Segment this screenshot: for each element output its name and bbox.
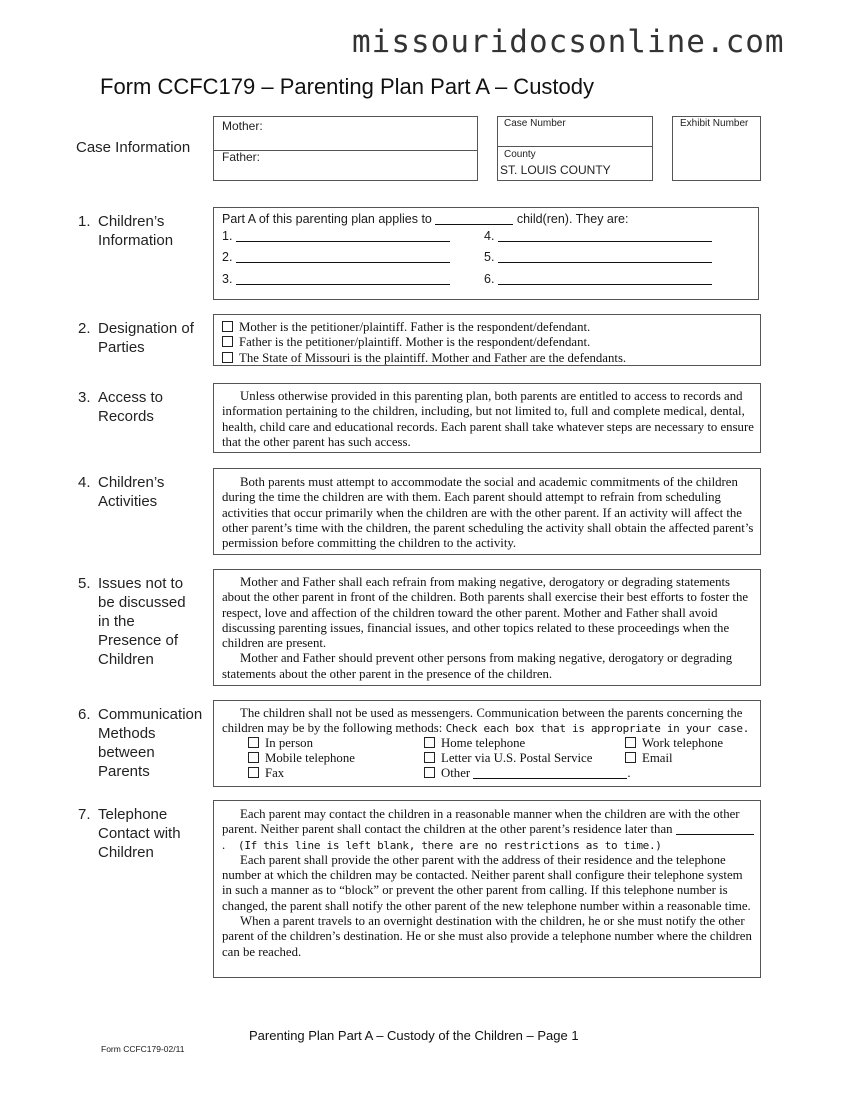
child-4-field[interactable] (498, 229, 712, 242)
section-7-title-line-3: Children (98, 844, 154, 861)
access-records-box (213, 383, 761, 453)
comm-mobile-telephone-label: Mobile telephone (265, 751, 355, 765)
comm-fax[interactable] (248, 766, 284, 781)
section-7-number: 7. (78, 806, 91, 823)
case-county-box (497, 116, 653, 181)
child-4-number: 4. (484, 229, 495, 243)
comm-letter-postal-checkbox[interactable] (424, 752, 435, 763)
communication-intro (222, 706, 754, 737)
access-records-text: Unless otherwise provided in this parenting plan, both parents are entitled to access to records and information pertaining to the children, including, but not limited to, full and complete medical, dental, health, child care and educational records. Each parent shall take whatever steps are necessary to ensure that the other parent has such access. (222, 389, 754, 449)
children-count-field[interactable] (435, 212, 513, 225)
comm-in-person[interactable] (248, 736, 313, 751)
child-5-row (484, 250, 712, 264)
designation-checkbox-1[interactable] (222, 321, 233, 332)
child-1-row (222, 229, 450, 243)
section-1-title-line-2: Information (98, 232, 174, 249)
comm-letter-postal[interactable] (424, 751, 592, 766)
comm-fax-label: Fax (265, 766, 285, 780)
section-2-title-line-2: Parties (98, 339, 145, 356)
section-6-title-line-2: Methods (98, 725, 156, 742)
comm-mobile-telephone-checkbox[interactable] (248, 752, 259, 763)
form-code: Form CCFC179-02/11 (101, 1044, 185, 1054)
child-3-number: 3. (222, 272, 233, 286)
section-6-title-line-3: between (98, 744, 155, 761)
section-3-title-line-2: Records (98, 408, 154, 425)
section-5-title-line-5: Children (98, 651, 154, 668)
telephone-paragraph-2: Each parent shall provide the other parent with the address of their residence and the telephone number at which the children may be contacted. Neither parent shall configure their telephone system in such a manner as to “block” or prevent the other parent from calling. If this telephone number is changed, the parent shall notify the other parent of the new telephone number within a reasonable time. (222, 852, 751, 913)
telephone-paragraph-1 (222, 807, 754, 853)
comm-email-label: Email (642, 751, 673, 765)
comm-other-field[interactable] (473, 766, 627, 779)
comm-letter-postal-label: Letter via U.S. Postal Service (441, 751, 593, 765)
telephone-paragraph-1-text: Each parent may contact the children in a reasonable manner when the children are with the other parent. Neither parent shall contact the children at the other parent’s residence later than (222, 807, 740, 837)
designation-box (213, 314, 761, 366)
communication-box (213, 700, 761, 787)
comm-home-telephone-checkbox[interactable] (424, 737, 435, 748)
section-7-title-line-2: Contact with (98, 825, 181, 842)
comm-work-telephone-checkbox[interactable] (625, 737, 636, 748)
communication-intro-text: The children shall not be used as messengers. Communication between the parents concerning the children may be by the following methods: (222, 706, 743, 736)
designation-option-3-label: The State of Missouri is the plaintiff. Mother and Father are the defendants. (239, 350, 627, 365)
section-3-title-line-1: Access to (98, 389, 164, 406)
child-5-number: 5. (484, 250, 495, 264)
child-6-number: 6. (484, 272, 495, 286)
section-4-title-line-2: Activities (98, 493, 158, 510)
children-info-box (213, 207, 759, 300)
child-3-row (222, 272, 450, 286)
parents-box (213, 116, 478, 181)
activities-text: Both parents must attempt to accommodate the social and academic commitments of the children during the time the children are with them. Each parent should attempt to refrain from scheduling activities that occur primarily when the children are with the other parent. If an activity will affect the other parent’s time with the children, the parent scheduling the activity shall obtain the affected parent’s permission before committing the children to the activity. (222, 475, 754, 551)
section-2-number: 2. (78, 320, 91, 337)
telephone-blank-note: (If this line is left blank, there are no restrictions as to time.) (238, 838, 662, 852)
child-3-field[interactable] (236, 272, 450, 285)
telephone-paragraph-1-end: . (222, 837, 226, 852)
communication-instruction: Check each box that is appropriate in your case. (445, 722, 750, 736)
page-footer-label: Parenting Plan Part A – Custody of the Children – Page 1 (249, 1028, 579, 1043)
section-2-title-line-1: Designation of (98, 320, 194, 337)
comm-home-telephone-label: Home telephone (441, 736, 526, 750)
comm-other-period: . (627, 766, 631, 780)
section-4-number: 4. (78, 474, 91, 491)
comm-in-person-label: In person (265, 736, 313, 750)
section-4-title-line-1: Children’s (98, 474, 165, 491)
mother-label: Mother: (222, 119, 263, 133)
section-3-number: 3. (78, 389, 91, 406)
father-label: Father: (222, 150, 261, 164)
issues-box (213, 569, 761, 686)
section-5-title-line-1: Issues not to (98, 575, 184, 592)
comm-work-telephone[interactable] (625, 736, 723, 751)
comm-email[interactable] (625, 751, 673, 766)
section-6-title-line-4: Parents (98, 763, 150, 780)
comm-fax-checkbox[interactable] (248, 767, 259, 778)
child-2-number: 2. (222, 250, 233, 264)
child-1-field[interactable] (236, 229, 450, 242)
section-5-title-line-2: be discussed (98, 594, 186, 611)
children-intro-a: Part A of this parenting plan applies to (222, 212, 432, 226)
children-intro-b: child(ren). They are: (516, 212, 629, 226)
county-label: County (504, 149, 536, 160)
designation-option-1-label: Mother is the petitioner/plaintiff. Father is the respondent/defendant. (239, 320, 591, 334)
comm-email-checkbox[interactable] (625, 752, 636, 763)
section-6-title-line-1: Communication (98, 706, 203, 723)
child-1-number: 1. (222, 229, 233, 243)
comm-mobile-telephone[interactable] (248, 751, 355, 766)
designation-option-2-label: Father is the petitioner/plaintiff. Mother is the respondent/defendant. (239, 335, 591, 350)
county-value: ST. LOUIS COUNTY (500, 163, 611, 177)
comm-home-telephone[interactable] (424, 736, 525, 751)
children-intro (222, 212, 628, 226)
site-watermark: missouridocsonline.com (352, 24, 785, 60)
comm-other-checkbox[interactable] (424, 767, 435, 778)
section-1-title-line-1: Children’s (98, 213, 165, 230)
exhibit-number-label: Exhibit Number (680, 118, 749, 129)
telephone-box (213, 800, 761, 978)
issues-paragraph-1: Mother and Father shall each refrain from making negative, derogatory or degrading statements about the other parent in front of the children. Both parents shall exercise their best efforts to foster the respect, love and affection of the children toward the other parent. Mother and Father shall avoid discussing parenting issues, financial issues, and other topics related to these proceedings when the children are present. (222, 575, 749, 651)
section-5-number: 5. (78, 575, 91, 592)
designation-checkbox-3[interactable] (222, 352, 233, 363)
designation-option-2[interactable] (222, 335, 760, 350)
section-6-number: 6. (78, 706, 91, 723)
section-5-title-line-3: in the (98, 613, 135, 630)
child-6-row (484, 272, 712, 286)
child-4-row (484, 229, 712, 243)
designation-option-1[interactable] (222, 320, 760, 335)
contact-time-field[interactable] (676, 822, 754, 835)
section-1-number: 1. (78, 213, 91, 230)
section-5-title-line-4: Presence of (98, 632, 179, 649)
child-5-field[interactable] (498, 250, 712, 263)
child-6-field[interactable] (498, 272, 712, 285)
designation-checkbox-2[interactable] (222, 336, 233, 347)
child-2-field[interactable] (236, 250, 450, 263)
comm-in-person-checkbox[interactable] (248, 737, 259, 748)
activities-box (213, 468, 761, 555)
child-2-row (222, 250, 450, 264)
case-info-label: Case Information (76, 139, 191, 156)
telephone-paragraph-3: When a parent travels to an overnight destination with the children, he or she must notify the other parent of the children’s destination. He or she must also provide a telephone number where the children can be reached. (222, 914, 752, 959)
page-title: Form CCFC179 – Parenting Plan Part A – Custody (100, 74, 595, 99)
comm-work-telephone-label: Work telephone (642, 736, 724, 750)
case-county-divider (498, 146, 652, 147)
issues-paragraph-2: Mother and Father should prevent other persons from making negative, derogatory or degrading statements about the other parent in the presence of the children. (222, 651, 733, 681)
exhibit-box (672, 116, 761, 181)
designation-option-3[interactable] (222, 351, 760, 366)
case-number-label: Case Number (504, 118, 566, 129)
comm-other-label: Other (441, 766, 471, 780)
comm-other[interactable] (424, 766, 631, 781)
section-7-title-line-1: Telephone (98, 806, 168, 823)
